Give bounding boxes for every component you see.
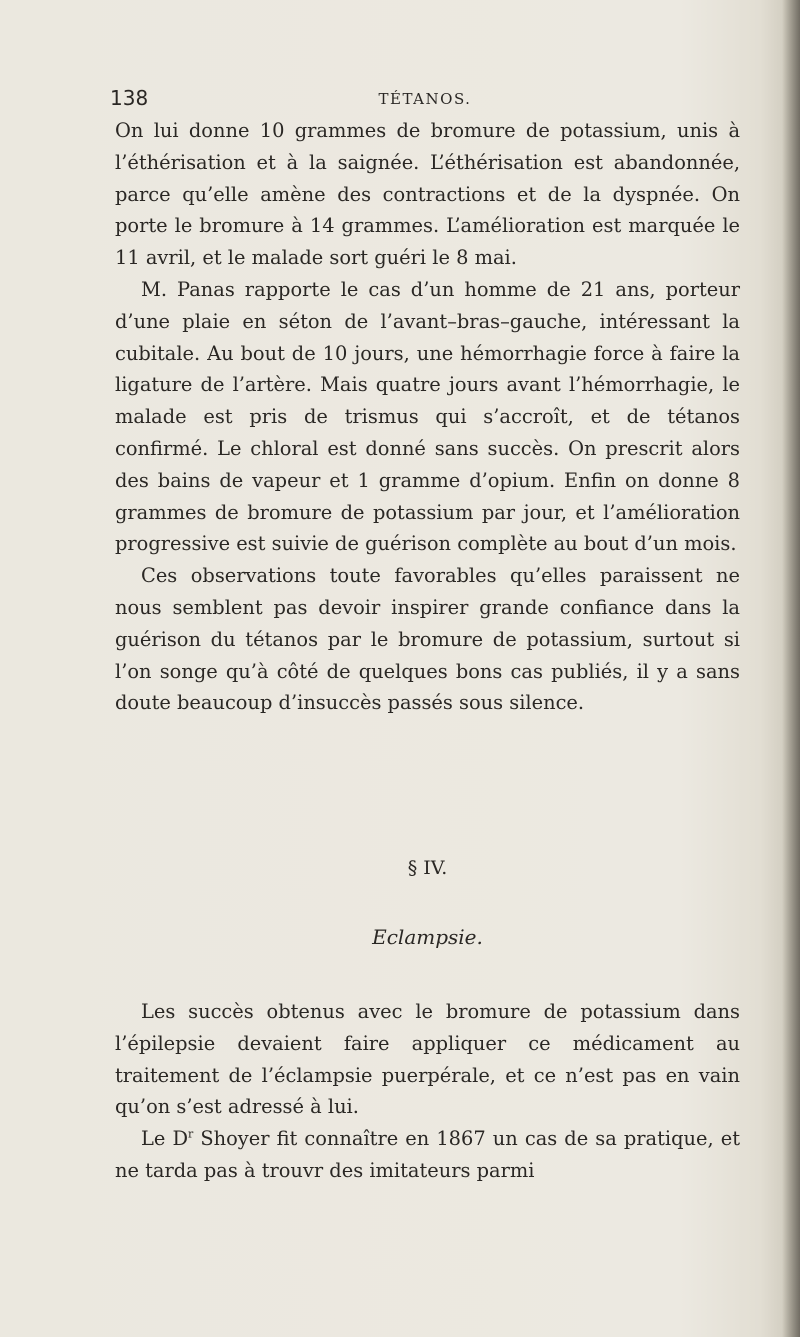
paragraph: M. Panas rapporte le cas d’un homme de 21 ans, porteur d’une plaie en séton de l’avant–bras–gauche, intéressant la cubitale. Au bout de 10 jours, une hémorrhagie force à faire la ligature de l’artère. Mais quatre jours avant l’hémorrhagie, le malade est pris de trismus qui s’accroît, et de tétanos confirmé. Le chloral est donné sans succès. On prescrit alors des bains de vapeur et 1 gramme d’opium. Enfin on donne 8 grammes de bromure de potassium par jour, et l’amélioration progressive est suivie de guérison complète au bout d’un mois. <box>115 277 740 556</box>
page-number: 138 <box>110 86 149 110</box>
superscript: r <box>188 1127 194 1141</box>
text-block-1 <box>115 115 740 719</box>
paragraph: On lui donne 10 grammes de bromure de potassium, unis à l’éthérisation et à la saignée. L’éthérisation est abandonnée, parce qu’elle amène des contractions et de la dyspnée. On porte le bromure à 14 grammes. L’amélioration est marquée le 11 avril, et le malade sort guéri le 8 mai. <box>115 119 740 270</box>
paragraph-prefix: Le D <box>141 1127 188 1151</box>
section-number: § IV. <box>407 857 448 879</box>
paragraph-text: Shoyer fit connaître en 1867 un cas de sa pratique, et ne tarda pas à trouvr des imitateurs parmi <box>115 1127 741 1182</box>
paragraph <box>115 1123 740 1187</box>
page-edge-shadow <box>782 0 800 1337</box>
running-title: TÉTANOS. <box>378 90 472 108</box>
section-title: Eclampsie. <box>372 925 483 949</box>
paragraph: Les succès obtenus avec le bromure de potassium dans l’épilepsie devaient faire appliquer ce médicament au traitement de l’éclampsie puerpérale, et ce n’est pas en vain qu’on s’est adressé à lui. <box>115 1000 740 1119</box>
paragraph: Ces observations toute favorables qu’elles paraissent ne nous semblent pas devoir inspirer grande confiance dans la guérison du tétanos par le bromure de potassium, surtout si l’on songe qu’à côté de quelques bons cas publiés, il y a sans doute beaucoup d’insuccès passés sous silence. <box>115 564 740 715</box>
page-header <box>110 86 740 114</box>
text-block-2 <box>115 996 740 1187</box>
